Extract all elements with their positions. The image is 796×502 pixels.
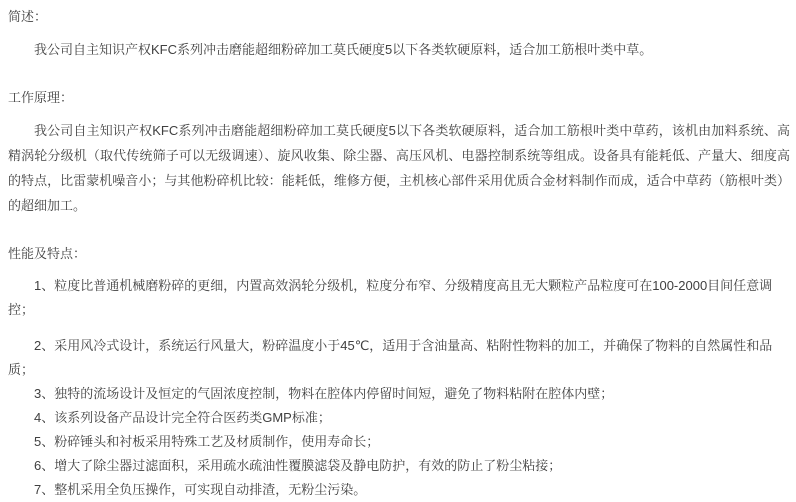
feature-item-1: 1、粒度比普通机械磨粉碎的更细，内置高效涡轮分级机，粒度分布窄、分级精度高且无大颗粒产品粒度可在100-2000目间任意调控；	[8, 278, 773, 317]
section-brief	[8, 8, 790, 62]
brief-paragraph: 我公司自主知识产权KFC系列冲击磨能超细粉碎加工莫氏硬度5以下各类软硬原料，适合加工筋根叶类中草。	[34, 42, 653, 57]
feature-item-2: 2、采用风冷式设计，系统运行风量大，粉碎温度小于45℃，适用于含油量高、粘附性物料的加工，并确保了物料的自然属性和品质；	[8, 338, 773, 377]
feature-item-7: 7、整机采用全负压操作，可实现自动排渣，无粉尘污染。	[34, 482, 367, 497]
section-features	[8, 245, 790, 502]
feature-item-4: 4、该系列设备产品设计完全符合医药类GMP标准；	[34, 410, 331, 425]
working-principle-paragraph: 我公司自主知识产权KFC系列冲击磨能超细粉碎加工莫氏硬度5以下各类软硬原料，适合加工筋根叶类中草药，该机由加料系统、高精涡轮分级机（取代传统筛子可以无级调速）、旋风收集、除尘器、高压风机、电器控制系统等组成。设备具有能耗低、产量大、细度高的特点，比雷蒙机噪音小；与其他粉碎机比较：能耗低，维修方便，主机核心部件采用优质合金材料制作而成，适合中草药（筋根叶类）的超细加工。	[8, 123, 790, 213]
section-working-principle	[8, 89, 790, 218]
feature-item-3: 3、独特的流场设计及恒定的气固浓度控制，物料在腔体内停留时间短，避免了物料粘附在腔体内壁；	[34, 386, 614, 401]
working-principle-heading: 工作原理：	[8, 90, 74, 105]
feature-list	[8, 274, 790, 502]
brief-heading: 简述：	[8, 9, 48, 24]
feature-item-5: 5、粉碎锤头和衬板采用特殊工艺及材质制作，使用寿命长；	[34, 434, 380, 449]
features-heading: 性能及特点：	[8, 246, 87, 261]
feature-item-6: 6、增大了除尘器过滤面积，采用疏水疏油性覆膜滤袋及静电防护，有效的防止了粉尘粘接；	[34, 458, 562, 473]
